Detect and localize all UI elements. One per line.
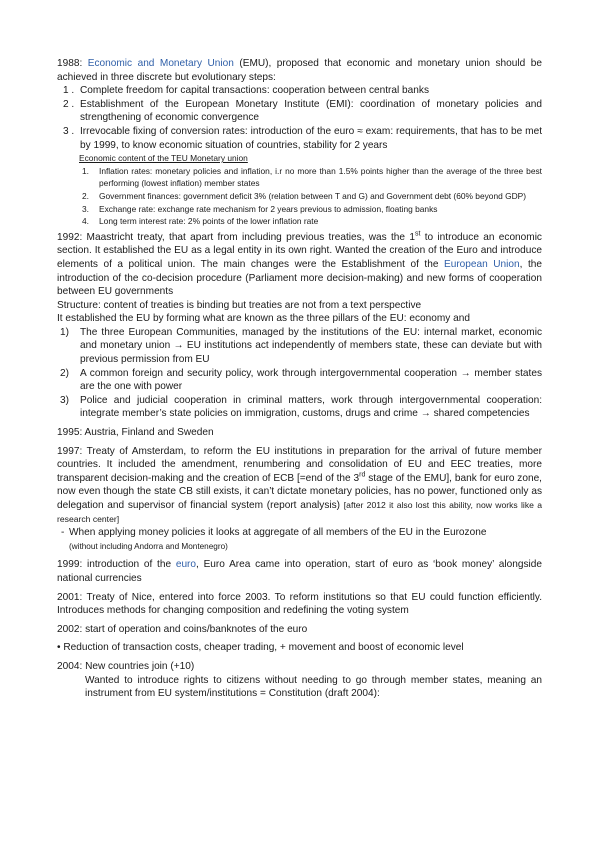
pillars-list [57, 326, 542, 421]
criteria-heading: Economic content of the TEU Monetary union [79, 153, 248, 164]
euro-link[interactable]: euro [175, 559, 197, 571]
year-2002: 2002: start of operation and coins/banknotes of the euro [57, 623, 308, 635]
nice-paragraph: 2001: Treaty of Nice, entered into force 2003. To reform institutions so that EU could function efficiently. Introduces methods for changing composition and redefining the voting system [57, 591, 542, 617]
amsterdam-paragraph: 1997: Treaty of Amsterdam, to reform the EU institutions in preparation for the arrival of future member countries. It included the amendment, renumbering and consolidation of EU and EEC treaties, more transparent decision-making and the creation of ECB [=end of the 3rd stage of the EMU], bank for euro zone, now even though the state CB still exists, it can’t dictate monetary policies, has no power, functioned only as delegation and supervisor of financial system (report analysis) [after 2012 it also lost this ability, now works like a research center] [57, 445, 542, 524]
list-item: 2. Government finances: government deficit 3% (relation between T and G) and Government debt (60% beyond GDP) [82, 190, 527, 201]
structure-line: Structure: content of treaties is binding but treaties are not from a text perspective [57, 299, 422, 311]
list-item: 4. Long term interest rate: 2% points of the lower inflation rate [82, 216, 319, 227]
list-item: 1. Inflation rates: monetary policies and inflation, i.r no more than 1.5% points higher than the average of the three best performing (lowest inflation) member states [82, 165, 542, 189]
list-item: 1 . Complete freedom for capital transactions: cooperation between central banks [63, 85, 429, 97]
list-item: 3) Police and judicial cooperation in criminal matters, work through intergovernmental cooperation: integrate member’s state policies on immigration, customs, drugs and crime → shared competencies [60, 394, 542, 420]
list-item: - When applying money policies it looks at aggregate of all members of the EU in the Eurozone [61, 527, 487, 539]
emu-steps-list [57, 84, 542, 152]
benefits-bullet: • Reduction of transaction costs, cheaper trading, + movement and boost of economic level [57, 642, 464, 654]
emu-paragraph: 1988: Economic and Monetary Union (EMU), proposed that economic and monetary union should be achieved in three discrete but evolutionary steps: [57, 58, 542, 83]
constitution-paragraph: Wanted to introduce rights to citizens without needing to go through member states, meaning an instrument from EU system/institutions = Constitution (draft 2004): [85, 674, 542, 700]
criteria-list [57, 165, 542, 228]
euro-1999-paragraph: 1999: introduction of the euro, Euro Area came into operation, start of euro as ‘book money’ alongside national currencies [57, 559, 542, 584]
pillars-intro: It established the EU by forming what are known as the three pillars of the EU: economy and [57, 313, 470, 325]
list-item: 2) A common foreign and security policy, work through intergovernmental cooperation → member states are the one with power [60, 367, 542, 393]
list-item: 3. Exchange rate: exchange rate mechanism for 2 years previous to admission, floating banks [82, 203, 438, 214]
year-2004: 2004: New countries join (+10) [57, 660, 195, 672]
maastricht-paragraph: 1992: Maastricht treaty, that apart from including previous treaties, was the 1st to introduce an economic section. It established the EU as a legal entity in its own right. Wanted the creation of the Euro and introduce elements of a political union. The main changes were the Establishment of the European Union, the introduction of the co-decision procedure (Parliament more decision-making) and new forms of cooperation between EU governments [57, 230, 542, 298]
list-item: 3 . Irrevocable fixing of conversion rates: introduction of the euro ≈ exam: requirements, that has to be met by 1999, to know economic situation of countries, stability for 2 years [63, 125, 542, 151]
tue-criteria [57, 152, 542, 228]
european-union-link[interactable]: European Union [443, 258, 520, 270]
year-1995: 1995: Austria, Finland and Sweden [57, 427, 214, 439]
list-item: 2 . Establishment of the European Monetary Institute (EMI): coordination of monetary policies and strengthening of economic convergence [63, 98, 542, 124]
list-item: 1) The three European Communities, managed by the institutions of the EU: internal market, economic and monetary union → EU institutions act independently of members state, these can deviate but with previous permission from EU [60, 326, 542, 366]
emu-link[interactable]: Economic and Monetary Union [87, 58, 234, 69]
dash-note: (without including Andorra and Montenegro) [69, 541, 228, 551]
